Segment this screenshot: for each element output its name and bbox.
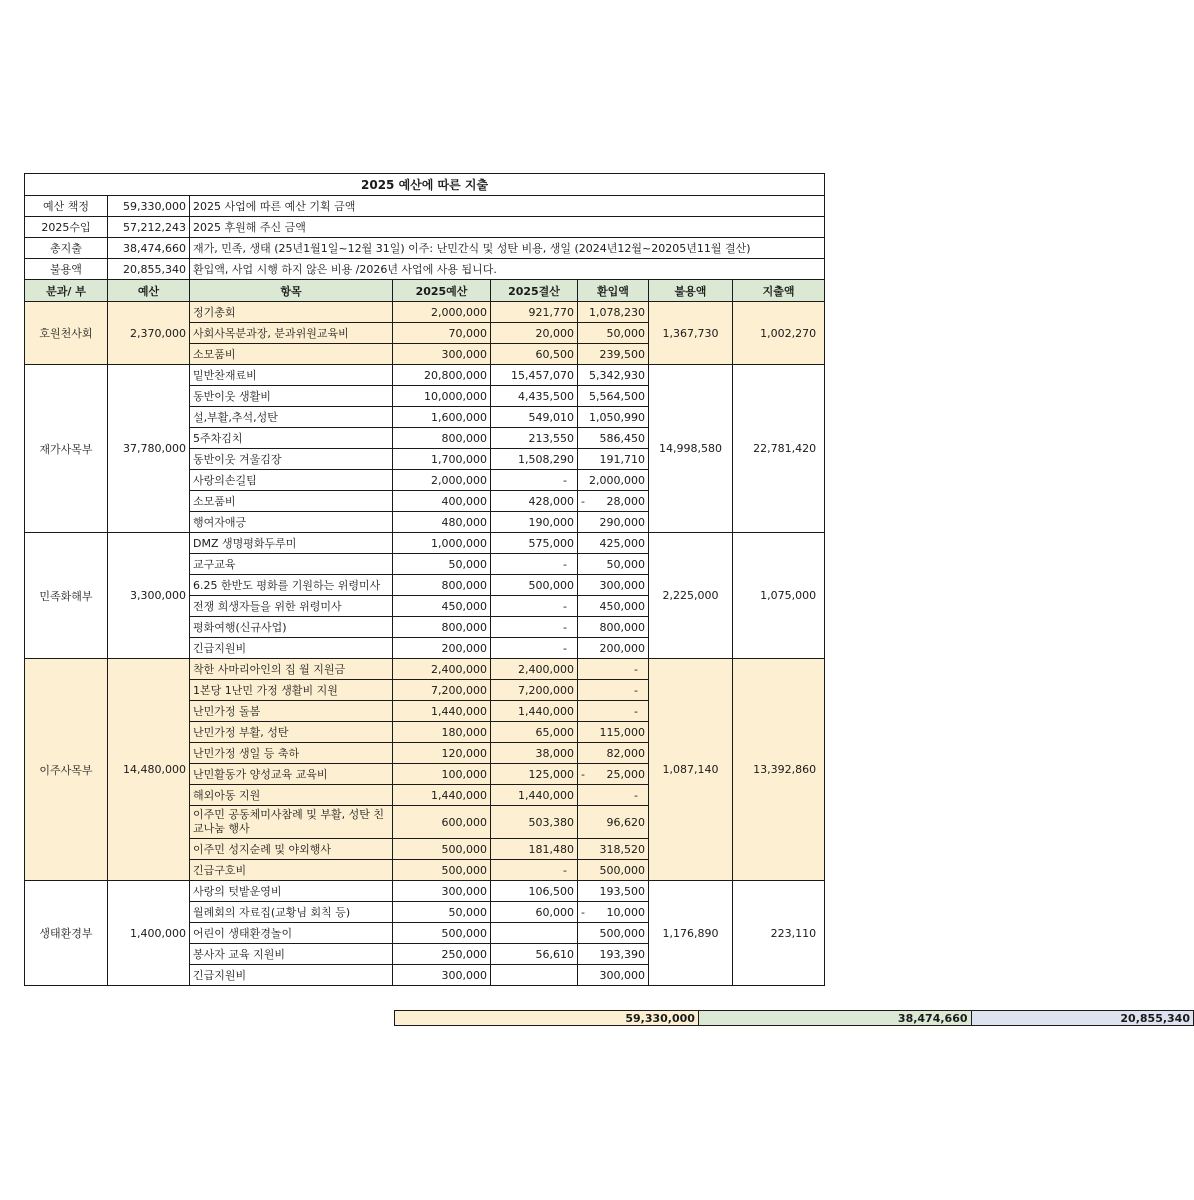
item-actual: 65,000 bbox=[491, 722, 578, 743]
item-actual: 1,440,000 bbox=[491, 701, 578, 722]
item-actual: 125,000 bbox=[491, 764, 578, 785]
summary-note: 환입액, 사업 시행 하지 않은 비용 /2026년 사업에 사용 됩니다. bbox=[190, 259, 825, 280]
budget-table bbox=[24, 173, 825, 986]
item-refund: 318,520 bbox=[578, 839, 649, 860]
item-name: 정기총회 bbox=[190, 302, 393, 323]
item-name: 평화여행(신규사업) bbox=[190, 617, 393, 638]
item-name: 동반이웃 겨울김장 bbox=[190, 449, 393, 470]
item-actual: 56,610 bbox=[491, 944, 578, 965]
item-refund: 290,000 bbox=[578, 512, 649, 533]
item-refund: 586,450 bbox=[578, 428, 649, 449]
item-actual: - bbox=[491, 617, 578, 638]
item-name: 사랑의 텃밭운영비 bbox=[190, 881, 393, 902]
column-header: 분과/ 부 bbox=[25, 280, 108, 302]
item-actual: 60,000 bbox=[491, 902, 578, 923]
item-refund: 82,000 bbox=[578, 743, 649, 764]
item-budget: 500,000 bbox=[393, 923, 491, 944]
item-actual: 549,010 bbox=[491, 407, 578, 428]
item-refund bbox=[578, 764, 649, 785]
item-actual: 4,435,500 bbox=[491, 386, 578, 407]
item-budget: 600,000 bbox=[393, 806, 491, 839]
department-budget: 3,300,000 bbox=[108, 533, 190, 659]
item-actual: 190,000 bbox=[491, 512, 578, 533]
summary-value: 38,474,660 bbox=[108, 238, 190, 259]
item-budget: 800,000 bbox=[393, 428, 491, 449]
department-name: 이주사목부 bbox=[25, 659, 108, 881]
negative-value bbox=[581, 768, 645, 781]
department-unused: 1,176,890 bbox=[649, 881, 733, 986]
summary-note: 2025 사업에 따른 예산 기획 금액 bbox=[190, 196, 825, 217]
department-budget: 2,370,000 bbox=[108, 302, 190, 365]
item-name: 월례회의 자료집(교황님 회칙 등) bbox=[190, 902, 393, 923]
item-budget: 2,400,000 bbox=[393, 659, 491, 680]
item-name: 사회사목분과장, 분과위원교육비 bbox=[190, 323, 393, 344]
item-refund: 239,500 bbox=[578, 344, 649, 365]
item-refund: 1,078,230 bbox=[578, 302, 649, 323]
department-name: 재가사목부 bbox=[25, 365, 108, 533]
title-row bbox=[25, 174, 825, 196]
summary-row bbox=[25, 259, 825, 280]
item-budget: 50,000 bbox=[393, 554, 491, 575]
item-name: 교구교육 bbox=[190, 554, 393, 575]
item-budget: 1,700,000 bbox=[393, 449, 491, 470]
table-row bbox=[25, 365, 825, 386]
item-budget: 500,000 bbox=[393, 860, 491, 881]
item-budget: 200,000 bbox=[393, 638, 491, 659]
refund-amount: 25,000 bbox=[606, 767, 645, 781]
item-actual: 7,200,000 bbox=[491, 680, 578, 701]
item-name: 난민가정 부활, 성탄 bbox=[190, 722, 393, 743]
column-header: 불용액 bbox=[649, 280, 733, 302]
minus-sign: - bbox=[581, 767, 585, 781]
sheet-title: 2025 예산에 따른 지출 bbox=[25, 174, 825, 196]
item-budget: 250,000 bbox=[393, 944, 491, 965]
item-name: 난민활동가 양성교육 교육비 bbox=[190, 764, 393, 785]
total-refund: 20,855,340 bbox=[971, 1011, 1193, 1026]
item-budget: 1,000,000 bbox=[393, 533, 491, 554]
item-budget: 50,000 bbox=[393, 902, 491, 923]
item-budget: 7,200,000 bbox=[393, 680, 491, 701]
item-refund: - bbox=[578, 701, 649, 722]
item-refund: - bbox=[578, 659, 649, 680]
item-refund: 1,050,990 bbox=[578, 407, 649, 428]
table-row bbox=[25, 302, 825, 323]
table-row bbox=[25, 533, 825, 554]
item-actual: 575,000 bbox=[491, 533, 578, 554]
department-name: 생태환경부 bbox=[25, 881, 108, 986]
summary-row bbox=[25, 238, 825, 259]
item-name: 이주민 공동체미사참례 및 부활, 성탄 친교나눔 행사 bbox=[190, 806, 393, 839]
department-budget: 1,400,000 bbox=[108, 881, 190, 986]
item-actual: 1,508,290 bbox=[491, 449, 578, 470]
summary-label: 총지출 bbox=[25, 238, 108, 259]
department-unused: 14,998,580 bbox=[649, 365, 733, 533]
total-budget: 59,330,000 bbox=[395, 1011, 699, 1026]
item-refund: 193,390 bbox=[578, 944, 649, 965]
item-budget: 300,000 bbox=[393, 344, 491, 365]
item-actual: 921,770 bbox=[491, 302, 578, 323]
item-actual: 1,440,000 bbox=[491, 785, 578, 806]
item-refund: - bbox=[578, 680, 649, 701]
item-actual: 106,500 bbox=[491, 881, 578, 902]
summary-value: 20,855,340 bbox=[108, 259, 190, 280]
item-budget: 100,000 bbox=[393, 764, 491, 785]
department-spent: 1,002,270 bbox=[733, 302, 825, 365]
item-name: 난민가정 생일 등 축하 bbox=[190, 743, 393, 764]
item-refund: 450,000 bbox=[578, 596, 649, 617]
department-spent: 1,075,000 bbox=[733, 533, 825, 659]
item-actual bbox=[491, 965, 578, 986]
department-spent: 223,110 bbox=[733, 881, 825, 986]
department-name: 호원천사회 bbox=[25, 302, 108, 365]
item-refund: 300,000 bbox=[578, 965, 649, 986]
department-budget: 37,780,000 bbox=[108, 365, 190, 533]
item-actual: 60,500 bbox=[491, 344, 578, 365]
item-budget: 1,440,000 bbox=[393, 701, 491, 722]
item-budget: 800,000 bbox=[393, 575, 491, 596]
item-budget: 10,000,000 bbox=[393, 386, 491, 407]
refund-amount: 28,000 bbox=[606, 494, 645, 508]
item-actual: - bbox=[491, 596, 578, 617]
item-refund: 115,000 bbox=[578, 722, 649, 743]
item-budget: 300,000 bbox=[393, 965, 491, 986]
item-refund bbox=[578, 902, 649, 923]
column-header: 2025예산 bbox=[393, 280, 491, 302]
item-name: 난민가정 돌봄 bbox=[190, 701, 393, 722]
item-refund: 5,342,930 bbox=[578, 365, 649, 386]
item-name: 밑반찬재료비 bbox=[190, 365, 393, 386]
summary-row bbox=[25, 217, 825, 238]
item-refund: 800,000 bbox=[578, 617, 649, 638]
summary-value: 59,330,000 bbox=[108, 196, 190, 217]
negative-value bbox=[581, 495, 645, 508]
item-actual: 20,000 bbox=[491, 323, 578, 344]
item-budget: 2,000,000 bbox=[393, 470, 491, 491]
item-actual bbox=[491, 923, 578, 944]
item-name: 소모품비 bbox=[190, 344, 393, 365]
item-name: 봉사자 교육 지원비 bbox=[190, 944, 393, 965]
item-budget: 120,000 bbox=[393, 743, 491, 764]
item-actual: 38,000 bbox=[491, 743, 578, 764]
item-actual: 213,550 bbox=[491, 428, 578, 449]
item-budget: 480,000 bbox=[393, 512, 491, 533]
item-actual: - bbox=[491, 470, 578, 491]
item-name: 전쟁 희생자들을 위한 위령미사 bbox=[190, 596, 393, 617]
item-name: 이주민 성지순례 및 야외행사 bbox=[190, 839, 393, 860]
budget-sheet bbox=[24, 173, 824, 986]
item-budget: 20,800,000 bbox=[393, 365, 491, 386]
item-refund: 500,000 bbox=[578, 923, 649, 944]
item-budget: 1,440,000 bbox=[393, 785, 491, 806]
column-header: 환입액 bbox=[578, 280, 649, 302]
department-unused: 1,367,730 bbox=[649, 302, 733, 365]
table-row bbox=[25, 659, 825, 680]
item-name: 행여자애긍 bbox=[190, 512, 393, 533]
department-unused: 1,087,140 bbox=[649, 659, 733, 881]
refund-amount: 10,000 bbox=[606, 905, 645, 919]
summary-label: 예산 책정 bbox=[25, 196, 108, 217]
item-actual: 428,000 bbox=[491, 491, 578, 512]
item-refund: 50,000 bbox=[578, 554, 649, 575]
item-refund: 425,000 bbox=[578, 533, 649, 554]
item-refund bbox=[578, 491, 649, 512]
item-name: 긴급지원비 bbox=[190, 638, 393, 659]
item-budget: 450,000 bbox=[393, 596, 491, 617]
item-name: 긴급구호비 bbox=[190, 860, 393, 881]
item-actual: 2,400,000 bbox=[491, 659, 578, 680]
item-actual: 503,380 bbox=[491, 806, 578, 839]
item-refund: 200,000 bbox=[578, 638, 649, 659]
item-name: 착한 사마리아인의 집 월 지원금 bbox=[190, 659, 393, 680]
department-spent: 13,392,860 bbox=[733, 659, 825, 881]
summary-label: 불용액 bbox=[25, 259, 108, 280]
item-name: 긴급지원비 bbox=[190, 965, 393, 986]
item-actual: - bbox=[491, 638, 578, 659]
item-budget: 1,600,000 bbox=[393, 407, 491, 428]
department-unused: 2,225,000 bbox=[649, 533, 733, 659]
item-name: 설,부활,추석,성탄 bbox=[190, 407, 393, 428]
item-refund: 96,620 bbox=[578, 806, 649, 839]
item-budget: 180,000 bbox=[393, 722, 491, 743]
item-actual: - bbox=[491, 860, 578, 881]
item-budget: 2,000,000 bbox=[393, 302, 491, 323]
header-row bbox=[25, 280, 825, 302]
department-name: 민족화해부 bbox=[25, 533, 108, 659]
column-header: 예산 bbox=[108, 280, 190, 302]
item-refund: 300,000 bbox=[578, 575, 649, 596]
totals-row bbox=[394, 1010, 1194, 1026]
item-actual: 15,457,070 bbox=[491, 365, 578, 386]
item-name: 6.25 한반도 평화를 기원하는 위령미사 bbox=[190, 575, 393, 596]
item-refund: 191,710 bbox=[578, 449, 649, 470]
item-budget: 800,000 bbox=[393, 617, 491, 638]
item-refund: - bbox=[578, 785, 649, 806]
item-name: 어린이 생태환경놀이 bbox=[190, 923, 393, 944]
item-refund: 193,500 bbox=[578, 881, 649, 902]
item-actual: - bbox=[491, 554, 578, 575]
item-refund: 500,000 bbox=[578, 860, 649, 881]
total-actual: 38,474,660 bbox=[698, 1011, 971, 1026]
department-spent: 22,781,420 bbox=[733, 365, 825, 533]
item-name: 동반이웃 생활비 bbox=[190, 386, 393, 407]
summary-value: 57,212,243 bbox=[108, 217, 190, 238]
minus-sign: - bbox=[581, 494, 585, 508]
item-actual: 500,000 bbox=[491, 575, 578, 596]
item-budget: 500,000 bbox=[393, 839, 491, 860]
summary-label: 2025수입 bbox=[25, 217, 108, 238]
table-row bbox=[25, 881, 825, 902]
item-name: 사랑의손길팀 bbox=[190, 470, 393, 491]
summary-row bbox=[25, 196, 825, 217]
item-refund: 50,000 bbox=[578, 323, 649, 344]
department-budget: 14,480,000 bbox=[108, 659, 190, 881]
item-actual: 181,480 bbox=[491, 839, 578, 860]
item-name: 1본당 1난민 가정 생활비 지원 bbox=[190, 680, 393, 701]
item-refund: 2,000,000 bbox=[578, 470, 649, 491]
item-budget: 70,000 bbox=[393, 323, 491, 344]
item-name: 소모품비 bbox=[190, 491, 393, 512]
column-header: 지출액 bbox=[733, 280, 825, 302]
item-refund: 5,564,500 bbox=[578, 386, 649, 407]
summary-note: 2025 후원해 주신 금액 bbox=[190, 217, 825, 238]
item-name: DMZ 생명평화두루미 bbox=[190, 533, 393, 554]
column-header: 2025결산 bbox=[491, 280, 578, 302]
summary-note: 재가, 민족, 생태 (25년1월1일~12월 31일) 이주: 난민간식 및 성탄 비용, 생일 (2024년12월~20205년11월 결산) bbox=[190, 238, 825, 259]
minus-sign: - bbox=[581, 905, 585, 919]
item-budget: 300,000 bbox=[393, 881, 491, 902]
column-header: 항목 bbox=[190, 280, 393, 302]
item-budget: 400,000 bbox=[393, 491, 491, 512]
item-name: 해외아동 지원 bbox=[190, 785, 393, 806]
negative-value bbox=[581, 906, 645, 919]
item-name: 5주차김치 bbox=[190, 428, 393, 449]
